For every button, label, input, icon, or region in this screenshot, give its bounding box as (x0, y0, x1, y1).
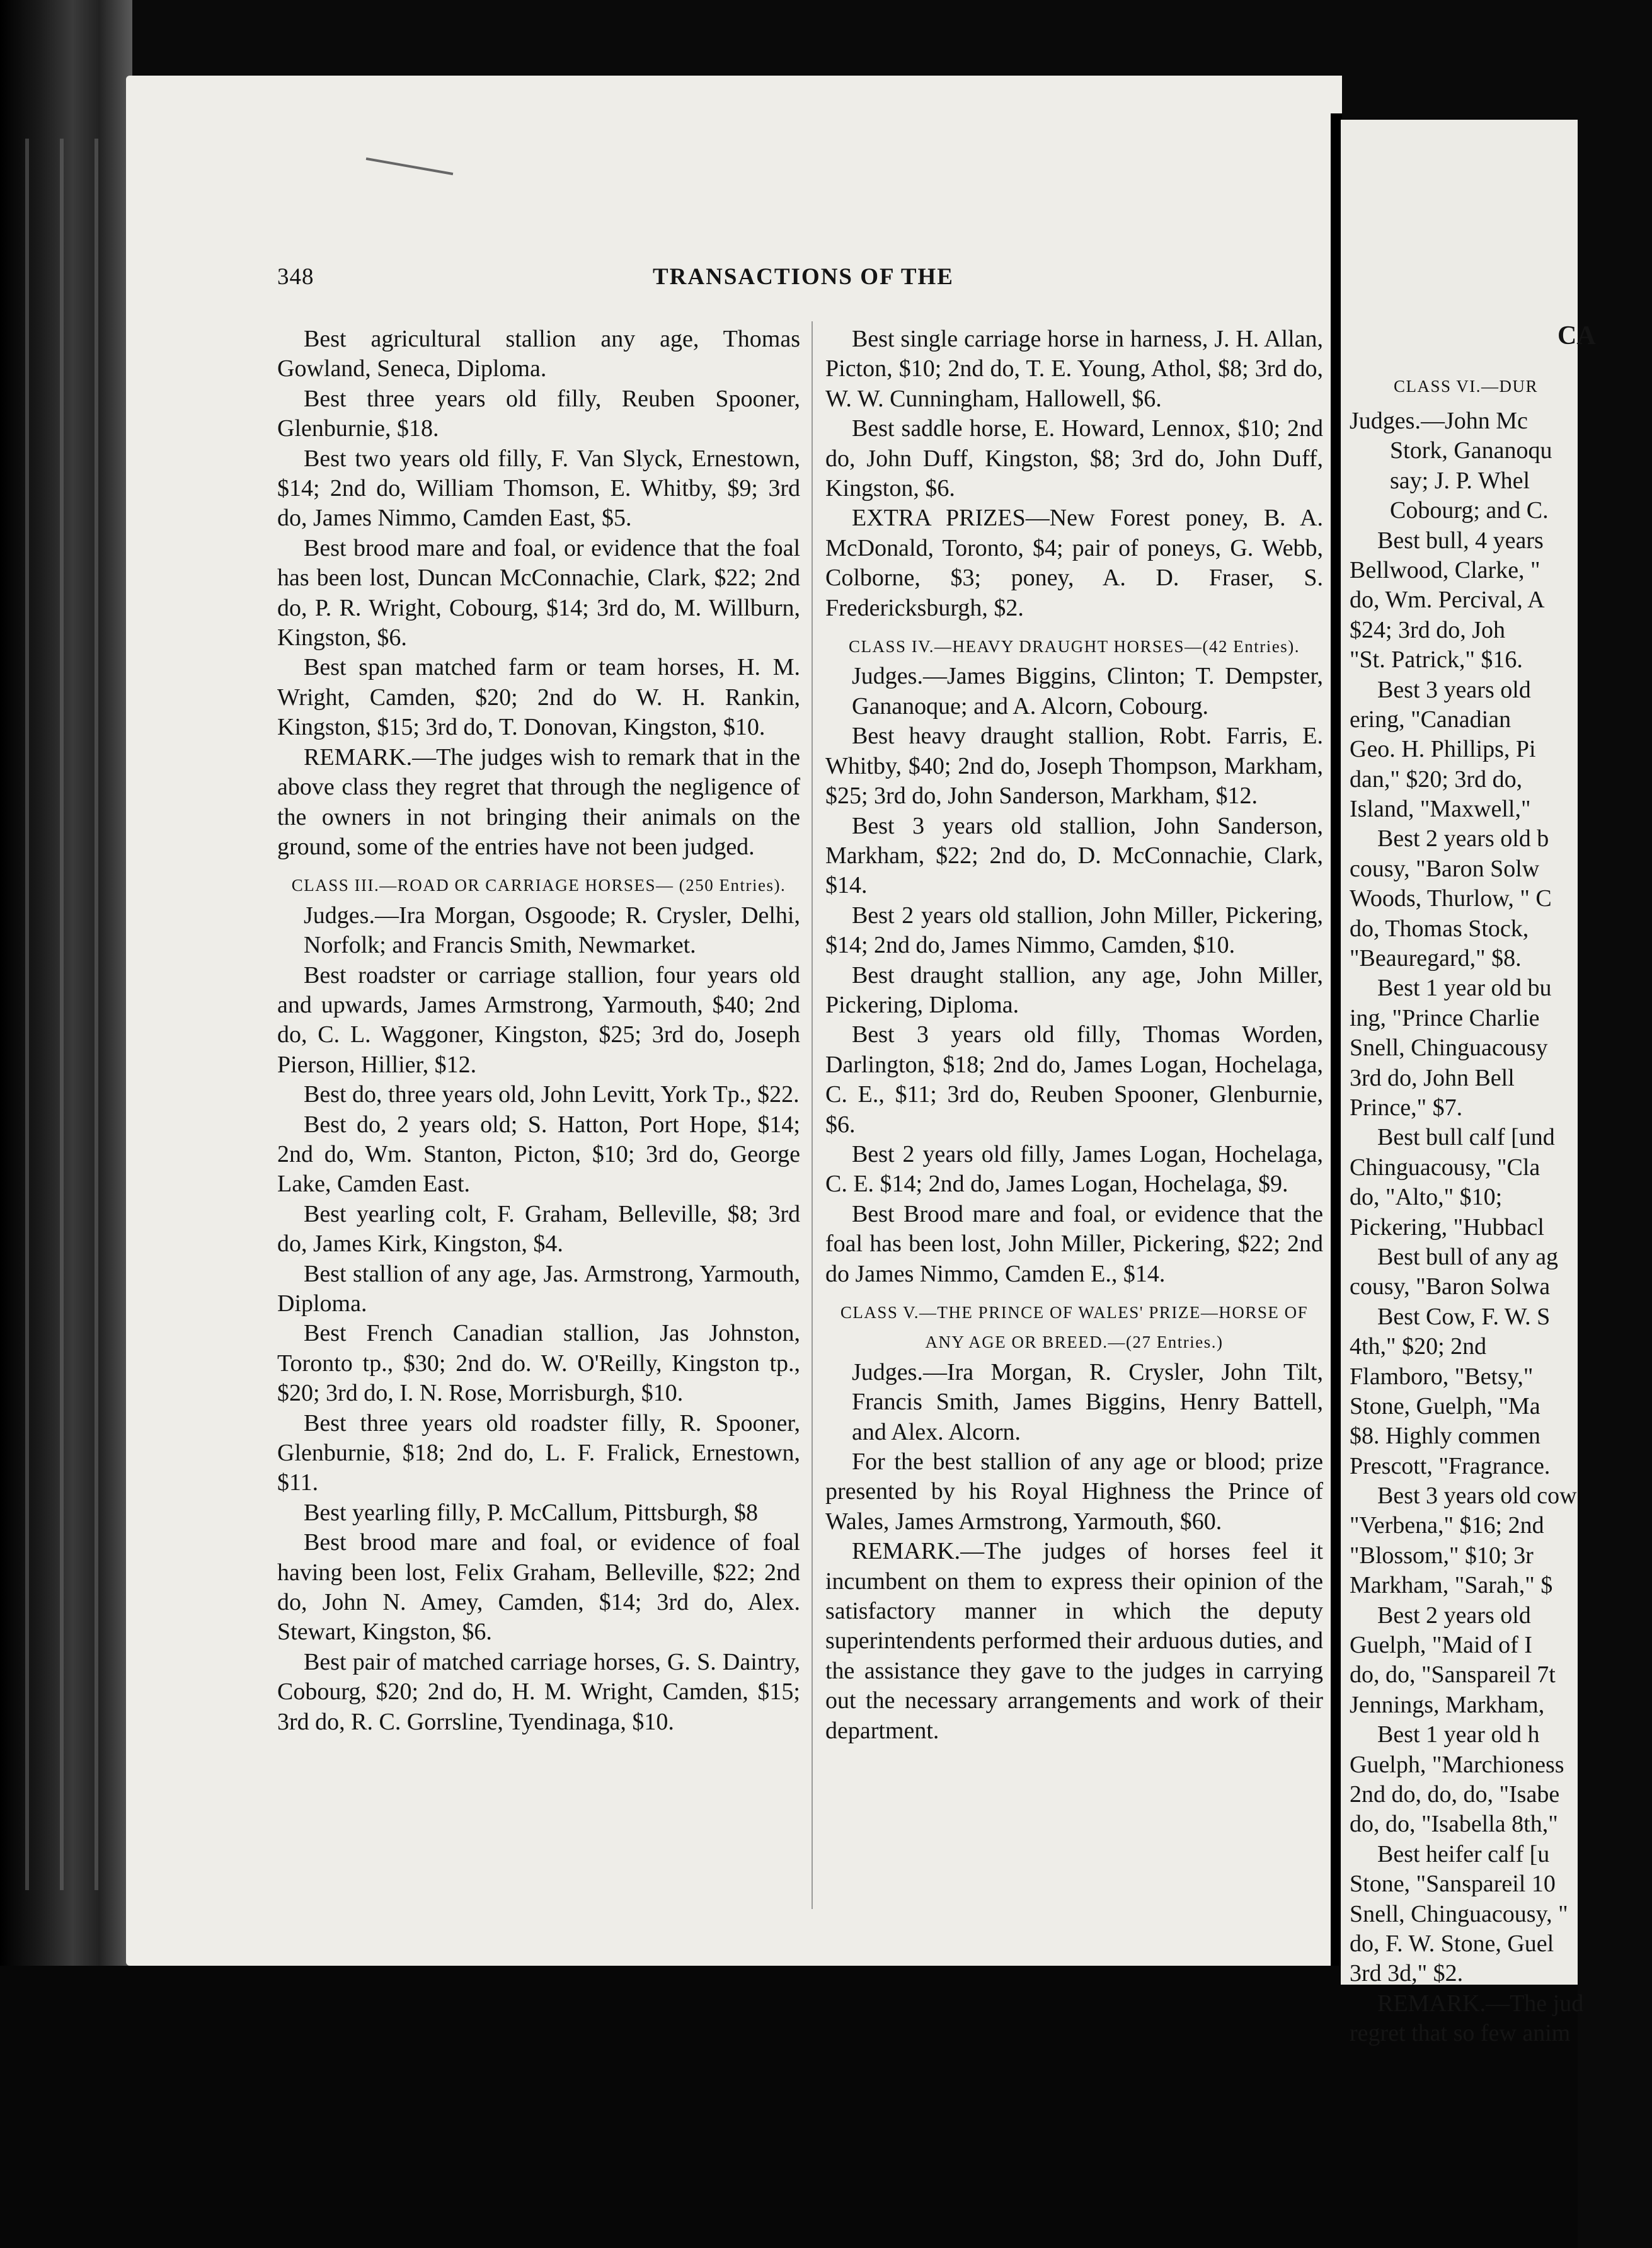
facing-page-line: Best bull calf [und (1377, 1124, 1555, 1151)
prize-paragraph: For the best stallion of any age or blood; prize presented by his Royal Highness the Prince of Wales, James Armstrong, Yarmouth, $60. (825, 1448, 1323, 1535)
facing-page-line: REMARK.—The jud (1377, 1990, 1584, 2017)
facing-page-line: cousy, "Baron Solw (1350, 855, 1540, 882)
facing-page-line: Guelph, "Marchioness (1350, 1751, 1564, 1778)
facing-page-line: Snell, Chinguacousy (1350, 1035, 1548, 1062)
facing-page-line: Best 3 years old (1377, 676, 1531, 703)
facing-page-line: Geo. H. Phillips, Pi (1350, 736, 1536, 763)
facing-page-line: Best bull, 4 years (1377, 527, 1544, 554)
facing-page-line: do, do, "Sanspareil 7t (1350, 1661, 1556, 1689)
facing-page-line: Best 1 year old bu (1377, 975, 1552, 1002)
gutter-edge-line (25, 139, 29, 1890)
prize-paragraph: Best 2 years old stallion, John Miller, Pickering, $14; 2nd do, James Nimmo, Camden, $10. (825, 902, 1323, 959)
facing-page-line: dan," $20; 3rd do, (1350, 766, 1523, 793)
facing-page-line: Prince," $7. (1350, 1094, 1463, 1121)
facing-page-class-line: CLASS VI.—DUR (1394, 377, 1539, 396)
class-heading: CLASS IV.—HEAVY DRAUGHT HORSES—(42 Entries). (848, 637, 1300, 657)
judges-paragraph: Judges.—James Biggins, Clinton; T. Dempster, Gananoque; and A. Alcorn, Cobourg. (852, 663, 1323, 720)
prize-paragraph: Best brood mare and foal, or evidence of foal having been lost, Felix Graham, Belleville, $22; 2nd do, John N. Amey, Camden, $14; 3rd do, Alex. Stewart, Kingston, $6. (277, 1529, 800, 1646)
facing-page-line: Best 2 years old b (1377, 825, 1549, 852)
left-text-column (277, 324, 800, 1737)
prize-paragraph: Best three years old roadster filly, R. Spooner, Glenburnie, $18; 2nd do, L. F. Fralick, Ernestown, $11. (277, 1409, 800, 1496)
facing-page-line: Best heifer calf [u (1377, 1840, 1550, 1867)
facing-page-line: Island, "Maxwell," (1350, 796, 1531, 823)
prize-paragraph: Best heavy draught stallion, Robt. Farris, E. Whitby, $40; 2nd do, Joseph Thompson, Markham, $25; 3rd do, John Sanderson, Markham, $12. (825, 723, 1323, 810)
facing-page-line: Cobourg; and C. (1390, 497, 1549, 524)
facing-page-line: do, do, "Isabella 8th," (1350, 1811, 1558, 1838)
prize-paragraph: Best three years old filly, Reuben Spooner, Glenburnie, $18. (277, 385, 800, 442)
book-spine-gutter (0, 0, 132, 2248)
facing-page-line: Stone, Guelph, "Ma (1350, 1392, 1540, 1419)
facing-page-line: Prescott, "Fragrance. (1350, 1452, 1551, 1479)
prize-paragraph: Best yearling colt, F. Graham, Belleville, $8; 3rd do, James Kirk, Kingston, $4. (277, 1200, 800, 1258)
facing-page-line: regret that so few anim (1350, 2020, 1571, 2047)
prize-paragraph: Best two years old filly, F. Van Slyck, Ernestown, $14; 2nd do, William Thomson, E. Whitby, $9; 3rd do, James Nimmo, Camden East, $5. (277, 445, 800, 532)
prize-paragraph: Best yearling filly, P. McCallum, Pittsburgh, $8 (304, 1499, 758, 1526)
scan-background (0, 1966, 1578, 2248)
prize-paragraph: Best 3 years old stallion, John Sanderson, Markham, $22; 2nd do, D. McConnachie, Clark, $14. (825, 812, 1323, 899)
facing-page-line: Best 2 years old (1377, 1602, 1531, 1629)
page-number: 348 (277, 264, 314, 290)
prize-paragraph: Best 2 years old filly, James Logan, Hochelaga, C. E. $14; 2nd do, James Logan, Hochelaga, $9. (825, 1140, 1323, 1198)
facing-page-line: Markham, "Sarah," $ (1350, 1572, 1553, 1599)
middle-text-column (825, 324, 1323, 1746)
facing-page-line: Guelph, "Maid of I (1350, 1632, 1532, 1659)
judges-paragraph: Judges.—Ira Morgan, Osgoode; R. Crysler, Delhi, Norfolk; and Francis Smith, Newmarket. (304, 902, 800, 959)
facing-page-line: do, "Alto," $10; (1350, 1184, 1503, 1211)
facing-page-line: Stone, "Sanspareil 10 (1350, 1871, 1556, 1898)
facing-page-line: Jennings, Markham, (1350, 1691, 1545, 1718)
facing-page-line: Bellwood, Clarke, " (1350, 556, 1540, 583)
facing-page-line: "St. Patrick," $16. (1350, 646, 1523, 674)
facing-page-line: "Beauregard," $8. (1350, 945, 1522, 972)
facing-page-line: ering, "Canadian (1350, 706, 1511, 733)
prize-paragraph: Best stallion of any age, Jas. Armstrong, Yarmouth, Diploma. (277, 1260, 800, 1317)
facing-page-line: Best Cow, F. W. S (1377, 1303, 1551, 1330)
column-rule (812, 321, 813, 1909)
facing-page-line: ing, "Prince Charlie (1350, 1004, 1540, 1031)
gutter-edge-line (95, 139, 98, 1890)
facing-page-line: $8. Highly commen (1350, 1423, 1540, 1450)
facing-page-line: Judges.—John Mc (1350, 408, 1528, 434)
facing-page-line: Flamboro, "Betsy," (1350, 1363, 1534, 1390)
facing-page-line: Best 1 year old h (1377, 1721, 1540, 1748)
facing-page-head: CA (1557, 321, 1596, 350)
facing-page-line: 3rd 3d," $2. (1350, 1960, 1464, 1987)
facing-page-line: 3rd do, John Bell (1350, 1064, 1515, 1091)
prize-paragraph: Best pair of matched carriage horses, G. S. Daintry, Cobourg, $20; 2nd do, H. M. Wright, Camden, $15; 3rd do, R. C. Gorrsline, Tyendinaga, $10. (277, 1648, 800, 1735)
prize-paragraph: Best brood mare and foal, or evidence that the foal has been lost, Duncan McConnachie, Clark, $22; 2nd do, P. R. Wright, Cobourg, $14; 3rd do, M. Willburn, Kingston, $6. (277, 534, 800, 651)
facing-page-line: $24; 3rd do, Joh (1350, 616, 1505, 643)
prize-paragraph: Best Brood mare and foal, or evidence that the foal has been lost, John Miller, Pickering, $22; 2nd do James Nimmo, Camden E., $14. (825, 1200, 1323, 1287)
prize-paragraph: Best agricultural stallion any age, Thomas Gowland, Seneca, Diploma. (277, 326, 800, 382)
facing-page-line: do, Wm. Percival, A (1350, 587, 1545, 614)
facing-page-line: "Blossom," $10; 3r (1350, 1542, 1534, 1569)
facing-page-line: Snell, Chinguacousy, " (1350, 1900, 1568, 1927)
class-heading: CLASS III.—ROAD OR CARRIAGE HORSES— (250 Entries). (291, 876, 786, 895)
facing-page-line: 4th," $20; 2nd (1350, 1333, 1487, 1360)
prize-paragraph: REMARK.—The judges of horses feel it incumbent on them to express their opinion of the satisfactory manner in which the deputy superintendents performed their arduous duties, and the assistance they gave to the judges in carrying out the necessary arrangements and work of their department. (825, 1538, 1323, 1744)
prize-paragraph: Best do, three years old, John Levitt, York Tp., $22. (304, 1081, 800, 1108)
facing-page-line: say; J. P. Whel (1390, 467, 1530, 494)
facing-page-line: Best 3 years old cow (1377, 1482, 1577, 1510)
class-heading: CLASS V.—THE PRINCE OF WALES' PRIZE—HORSE OF ANY AGE OR BREED.—(27 Entries.) (840, 1303, 1309, 1352)
facing-page-line: Chinguacousy, "Cla (1350, 1154, 1540, 1181)
facing-page-line: 2nd do, do, do, "Isabe (1350, 1781, 1560, 1808)
judges-paragraph: Judges.—Ira Morgan, R. Crysler, John Tilt, Francis Smith, James Biggins, Henry Battell, and Alex. Alcorn. (852, 1358, 1323, 1445)
prize-paragraph: Best saddle horse, E. Howard, Lennox, $10; 2nd do, John Duff, Kingston, $8; 3rd do, John Duff, Kingston, $6. (825, 415, 1323, 502)
facing-page-lines (1350, 406, 1583, 2048)
facing-page (1341, 120, 1596, 2047)
prize-paragraph: Best 3 years old filly, Thomas Worden, Darlington, $18; 2nd do, James Logan, Hochelaga, C. E., $11; 3rd do, Reuben Spooner, Glenburnie, $6. (825, 1021, 1323, 1138)
gutter-edge-line (60, 139, 64, 1890)
prize-paragraph: Best single carriage horse in harness, J. H. Allan, Picton, $10; 2nd do, T. E. Young, Athol, $8; 3rd do, W. W. Cunningham, Hallowell, $6. (825, 326, 1323, 412)
facing-page-line: Best bull of any ag (1377, 1243, 1559, 1270)
running-title: TRANSACTIONS OF THE (653, 264, 954, 290)
prize-paragraph: EXTRA PRIZES—New Forest poney, B. A. McDonald, Toronto, $4; pair of poneys, G. Webb, Colborne, $3; poney, A. D. Fraser, S. Fredericksburgh, $2. (825, 505, 1323, 621)
facing-page-line: "Verbena," $16; 2nd (1350, 1512, 1544, 1539)
prize-paragraph: Best span matched farm or team horses, H. M. Wright, Camden, $20; 2nd do W. H. Rankin, Kingston, $15; 3rd do, T. Donovan, Kingston, $10. (277, 654, 800, 741)
prize-paragraph: Best roadster or carriage stallion, four years old and upwards, James Armstrong, Yarmouth, $40; 2nd do, C. L. Waggoner, Kingston, $25; 3rd do, Joseph Pierson, Hillier, $12. (277, 961, 800, 1078)
prize-paragraph: REMARK.—The judges wish to remark that in the above class they regret that through the negligence of the owners in not bringing their animals on the ground, some of the entries have not been judged. (277, 743, 800, 860)
prize-paragraph: Best French Canadian stallion, Jas Johnston, Toronto tp., $30; 2nd do. W. O'Reilly, Kingston tp., $20; 3rd do, I. N. Rose, Morrisburgh, $10. (277, 1320, 800, 1407)
facing-page-line: cousy, "Baron Solwa (1350, 1273, 1551, 1300)
facing-page-line: Stork, Gananoqu (1390, 437, 1552, 464)
facing-page-line: Woods, Thurlow, " C (1350, 885, 1552, 912)
prize-paragraph: Best draught stallion, any age, John Miller, Pickering, Diploma. (825, 961, 1323, 1018)
facing-page-line: do, F. W. Stone, Guel (1350, 1930, 1554, 1957)
facing-page-line: do, Thomas Stock, (1350, 915, 1529, 942)
facing-page-line: Pickering, "Hubbacl (1350, 1213, 1544, 1241)
prize-paragraph: Best do, 2 years old; S. Hatton, Port Hope, $14; 2nd do, Wm. Stanton, Picton, $10; 3rd do, George Lake, Camden East. (277, 1111, 800, 1198)
